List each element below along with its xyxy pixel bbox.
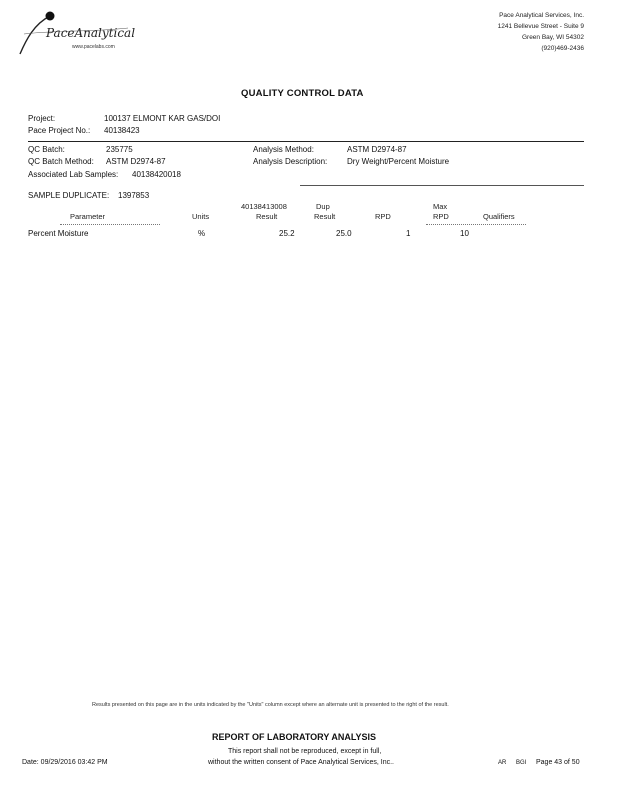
row-rpd: 1	[406, 229, 411, 238]
col-parameter: Parameter	[70, 212, 106, 221]
initials: AR	[498, 760, 507, 766]
associated-samples-label: Associated Lab Samples:	[28, 170, 119, 179]
col-dup: Dup	[316, 202, 330, 211]
page-number: Page 43 of 50	[536, 759, 580, 766]
header-underline	[426, 224, 526, 225]
sample-duplicate-value: 1397853	[118, 191, 150, 200]
analysis-description-label: Analysis Description:	[253, 157, 328, 166]
qc-batch-label: QC Batch:	[28, 145, 65, 154]
row-max-rpd: 10	[460, 229, 469, 238]
project-value: 100137 ELMONT KAR GAS/DOI	[104, 114, 221, 123]
page-title: QUALITY CONTROL DATA	[241, 88, 364, 99]
qc-batch-value: 235775	[106, 145, 133, 154]
address-line-3: Green Bay, WI 54302	[521, 34, 584, 41]
address-line-1: Pace Analytical Services, Inc.	[499, 12, 584, 19]
divider	[28, 141, 584, 142]
col-max: Max	[433, 202, 448, 211]
report-title: REPORT OF LABORATORY ANALYSIS	[212, 732, 377, 742]
logo	[16, 10, 136, 56]
project-label: Project:	[28, 114, 56, 123]
analysis-method-label: Analysis Method:	[253, 145, 314, 154]
qc-batch-method-label: QC Batch Method:	[28, 157, 94, 166]
logo-url: www.pacelabs.com	[72, 44, 115, 50]
report-disclaimer-line-2: without the written consent of Pace Analytical Services, Inc..	[208, 759, 394, 766]
pace-project-value: 40138423	[104, 126, 140, 135]
units-note: Results presented on this page are in the units indicated by the "Units" column except where an alternate unit is presented to the right of the result.	[92, 702, 449, 708]
sample-duplicate-label: SAMPLE DUPLICATE:	[28, 191, 110, 200]
analysis-description-value: Dry Weight/Percent Moisture	[347, 157, 450, 166]
report-disclaimer-line-1: This report shall not be reproduced, except in full,	[228, 748, 382, 755]
header-underline	[60, 224, 160, 225]
report-date: Date: 09/29/2016 03:42 PM	[22, 759, 108, 766]
col-sample-id: 40138413008	[241, 202, 287, 211]
divider	[300, 185, 584, 186]
row-dup-result: 25.0	[336, 229, 352, 238]
col-result: Result	[256, 212, 278, 221]
address-line-4: (920)469-2436	[541, 45, 584, 52]
logo-name: PaceAnalytical	[46, 26, 136, 40]
row-result: 25.2	[279, 229, 295, 238]
col-max-rpd: RPD	[433, 212, 449, 221]
col-qualifiers: Qualifiers	[483, 212, 515, 221]
associated-samples-value: 40138420018	[132, 170, 181, 179]
analysis-method-value: ASTM D2974-87	[347, 145, 407, 154]
row-parameter: Percent Moisture	[28, 229, 89, 238]
pace-project-label: Pace Project No.:	[28, 126, 91, 135]
row-units: %	[198, 229, 206, 238]
qc-batch-method-value: ASTM D2974-87	[106, 157, 166, 166]
col-dup-result: Result	[314, 212, 336, 221]
address-line-2: 1241 Bellevue Street - Suite 9	[497, 23, 584, 30]
mark: BGI	[516, 760, 527, 766]
col-rpd: RPD	[375, 212, 391, 221]
col-units: Units	[192, 212, 210, 221]
